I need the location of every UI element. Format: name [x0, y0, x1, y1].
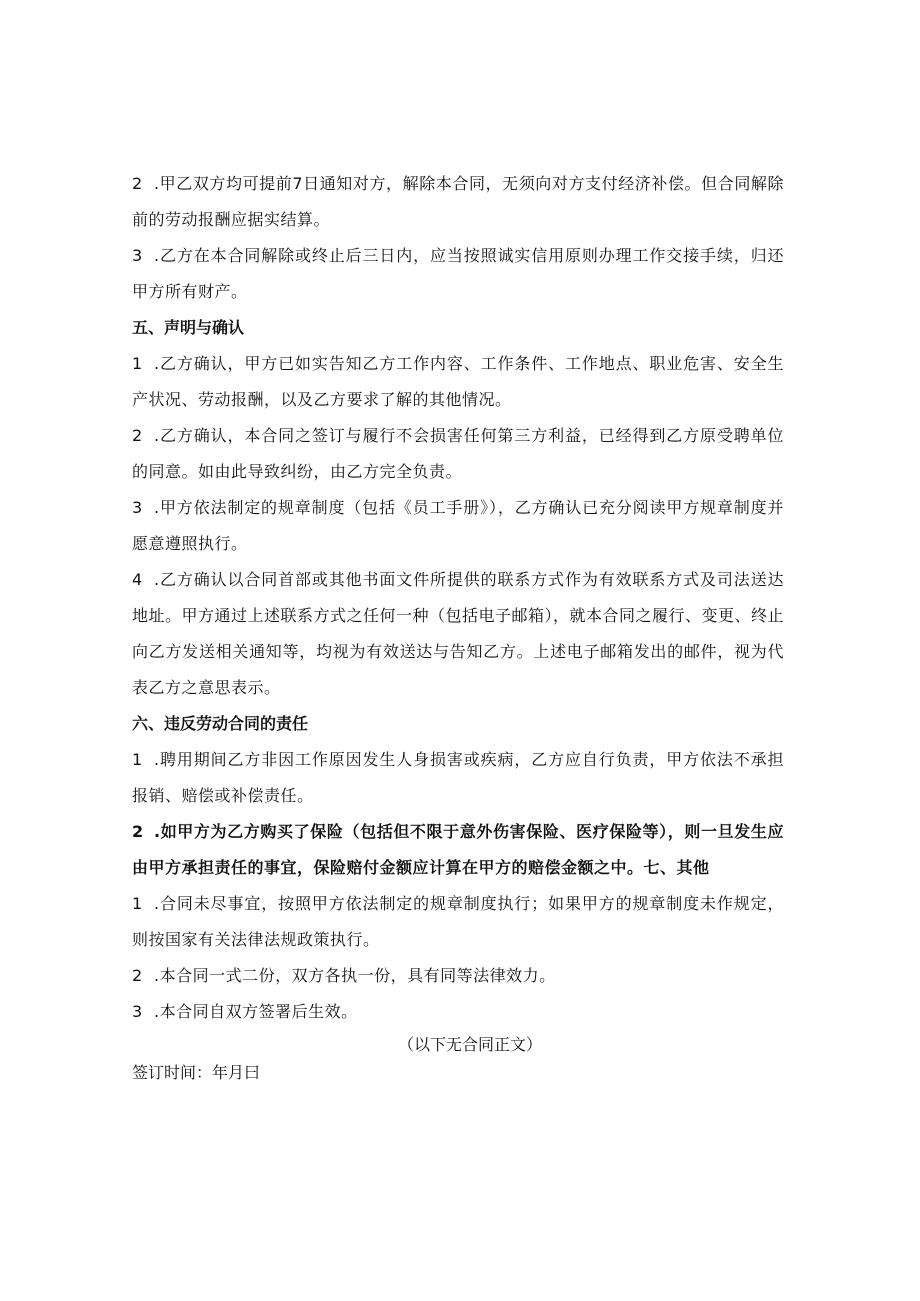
- clause-4-3: [132, 238, 784, 310]
- clause-number: 2: [132, 966, 143, 985]
- clause-number: 2: [132, 174, 143, 193]
- clause-number: 1: [132, 750, 143, 769]
- clause-text: .聘用期间乙方非因工作原因发生人身损害或疾病，乙方应自行负责，甲方依法不承担报销、赔偿或补偿责任。: [132, 750, 784, 805]
- clause-5-1: [132, 346, 784, 418]
- clause-4-2: [132, 166, 784, 238]
- clause-number: 4: [132, 570, 143, 589]
- clause-text: .乙方确认，本合同之签订与履行不会损害任何第三方利益，已经得到乙方原受聘单位的同意。如由此导致纠纷，由乙方完全负责。: [132, 426, 784, 481]
- clause-number: 1: [132, 354, 143, 373]
- clause-6-2: [132, 814, 784, 886]
- clause-text: .甲乙双方均可提前7日通知对方，解除本合同，无须向对方支付经济补偿。但合同解除前的劳动报酬应据实结算。: [132, 174, 784, 229]
- document-page: [132, 166, 784, 1086]
- clause-number: 3: [132, 498, 143, 517]
- clause-number: 1: [132, 894, 143, 913]
- clause-6-1: [132, 742, 784, 814]
- section-6-heading: 六、违反劳动合同的责任: [132, 714, 309, 733]
- clause-number: 3: [132, 1002, 143, 1021]
- clause-number: 3: [132, 246, 143, 265]
- clause-text: .本合同一式二份，双方各执一份，具有同等法律效力。: [154, 966, 556, 985]
- closing-note: （以下无合同正文）: [397, 1035, 542, 1054]
- clause-5-2: [132, 418, 784, 490]
- clause-text: .本合同自双方签署后生效。: [154, 1002, 358, 1021]
- clause-5-3: [132, 490, 784, 562]
- clause-text: .合同未尽事宜，按照甲方依法制定的规章制度执行；如果甲方的规章制度未作规定，则按国家有关法律法规政策执行。: [132, 894, 784, 949]
- clause-7-1: [132, 886, 784, 958]
- section-5-heading: 五、声明与确认: [132, 318, 245, 337]
- clause-text: .如甲方为乙方购买了保险（包括但不限于意外伤害保险、医疗保险等），则一旦发生应由甲方承担责任的事宜，保险赔付金额应计算在甲方的赔偿金额之中。七、其他: [132, 822, 784, 877]
- clause-text: .乙方在本合同解除或终止后三日内，应当按照诚实信用原则办理工作交接手续，归还甲方所有财产。: [132, 246, 784, 301]
- signing-date: 签订时间：年月曰: [132, 1063, 261, 1082]
- clause-5-4: [132, 562, 784, 706]
- clause-7-3: [132, 994, 784, 1030]
- clause-number: 2: [132, 426, 143, 445]
- clause-7-2: [132, 958, 784, 994]
- clause-number: 2: [132, 822, 144, 841]
- clause-text: .乙方确认以合同首部或其他书面文件所提供的联系方式作为有效联系方式及司法送达地址。甲方通过上述联系方式之任何一种（包括电子邮箱），就本合同之履行、变更、终止向乙方发送相关通知等，均视为有效送达与告知乙方。上述电子邮箱发出的邮件，视为代表乙方之意思表示。: [132, 570, 785, 697]
- clause-text: .甲方依法制定的规章制度（包括《员工手册》），乙方确认已充分阅读甲方规章制度并愿意遵照执行。: [132, 498, 784, 553]
- clause-text: .乙方确认，甲方已如实告知乙方工作内容、工作条件、工作地点、职业危害、安全生产状况、劳动报酬，以及乙方要求了解的其他情况。: [132, 354, 784, 409]
